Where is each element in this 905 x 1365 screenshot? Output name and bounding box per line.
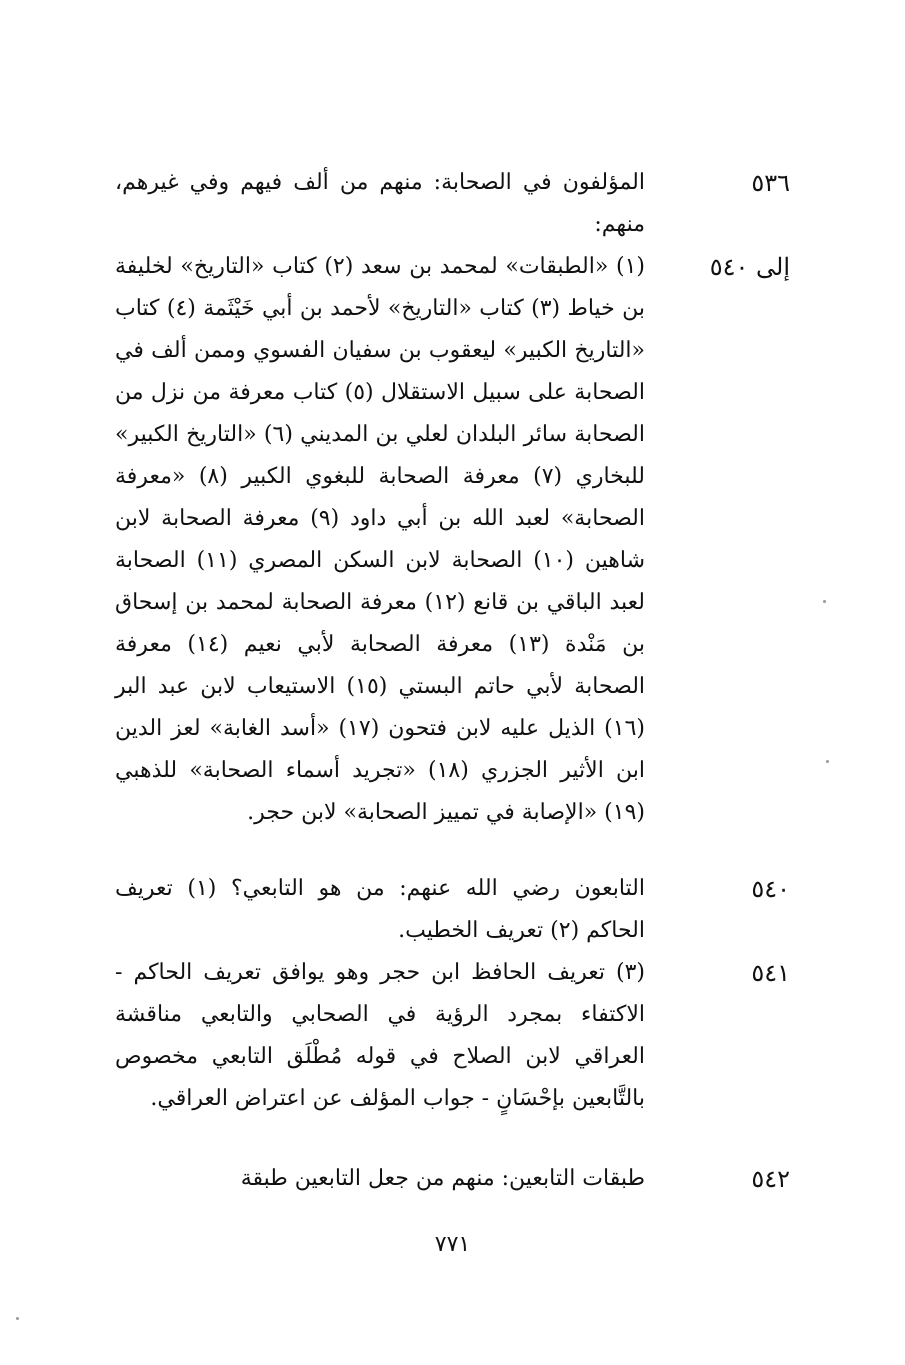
entry-text <box>115 1158 645 1200</box>
entry-paragraph: (١) «الطبقات» لمحمد بن سعد (٢) كتاب «التاريخ» لخليفة بن خياط (٣) كتاب «التاريخ» لأحمد بن أبي خَيْثَمة (٤) كتاب «التاريخ الكبير» ليعقوب بن سفيان الفسوي وممن ألف في الصحابة على سبيل الاستقلال (٥) كتاب معرفة من نزل من الصحابة سائر البلدان لعلي بن المديني (٦) «التاريخ الكبير» للبخاري (٧) معرفة الصحابة للبغوي الكبير (٨) «معرفة الصحابة» لعبد الله بن أبي داود (٩) معرفة الصحابة لابن شاهين (١٠) الصحابة لابن السكن المصري (١١) الصحابة لعبد الباقي بن قانع (١٢) معرفة الصحابة لمحمد بن إسحاق بن مَنْدة (١٣) معرفة الصحابة لأبي نعيم (١٤) معرفة الصحابة لأبي حاتم البستي (١٥) الاستيعاب لابن عبد البر (١٦) الذيل عليه لابن فتحون (١٧) «أسد الغابة» لعز الدين ابن الأثير الجزري (١٨) «تجريد أسماء الصحابة» للذهبي (١٩) «الإصابة في تمييز الصحابة» لابن حجر. <box>115 254 646 825</box>
entry-paragraph: التابعون رضي الله عنهم: من هو التابعي؟ (١) تعريف الحاكم (٢) تعريف الخطيب. <box>115 876 645 943</box>
entry-text <box>115 162 645 246</box>
entry-text <box>115 246 645 834</box>
entry-paragraph: طبقات التابعين: منهم من جعل التابعين طبقة <box>240 1166 645 1191</box>
entry-paragraph: (٣) تعريف الحافظ ابن حجر وهو يوافق تعريف الحاكم - الاكتفاء بمجرد الرؤية في الصحابي والتابعي مناقشة العراقي لابن الصلاح في قوله مُطْلَق التابعي مخصوص بالتَّابعين بإحْسَانٍ - جواب المؤلف عن اعتراض العراقي. <box>115 960 645 1111</box>
index-entry-541 <box>100 952 790 1158</box>
entry-text <box>115 868 645 952</box>
index-entry-540-range <box>100 246 790 866</box>
folio-page-number: ٧٧١ <box>434 1232 471 1257</box>
entry-paragraph: المؤلفون في الصحابة: منهم من ألف فيهم وفي غيرهم، منهم: <box>115 170 645 237</box>
scan-speck <box>16 1317 19 1320</box>
entry-text <box>115 952 645 1120</box>
entry-page-number: إلى ٥٤٠ <box>709 253 790 281</box>
entry-page-number: ٥٤١ <box>751 959 790 987</box>
index-entry-536 <box>100 162 790 242</box>
index-entry-542 <box>100 1158 790 1202</box>
scan-speck <box>826 760 829 763</box>
scan-speck <box>823 600 826 603</box>
entry-page-number: ٥٣٦ <box>751 169 790 197</box>
index-entry-540 <box>100 868 790 952</box>
entry-page-number: ٥٤٠ <box>751 875 790 903</box>
entry-page-number: ٥٤٢ <box>751 1165 790 1193</box>
